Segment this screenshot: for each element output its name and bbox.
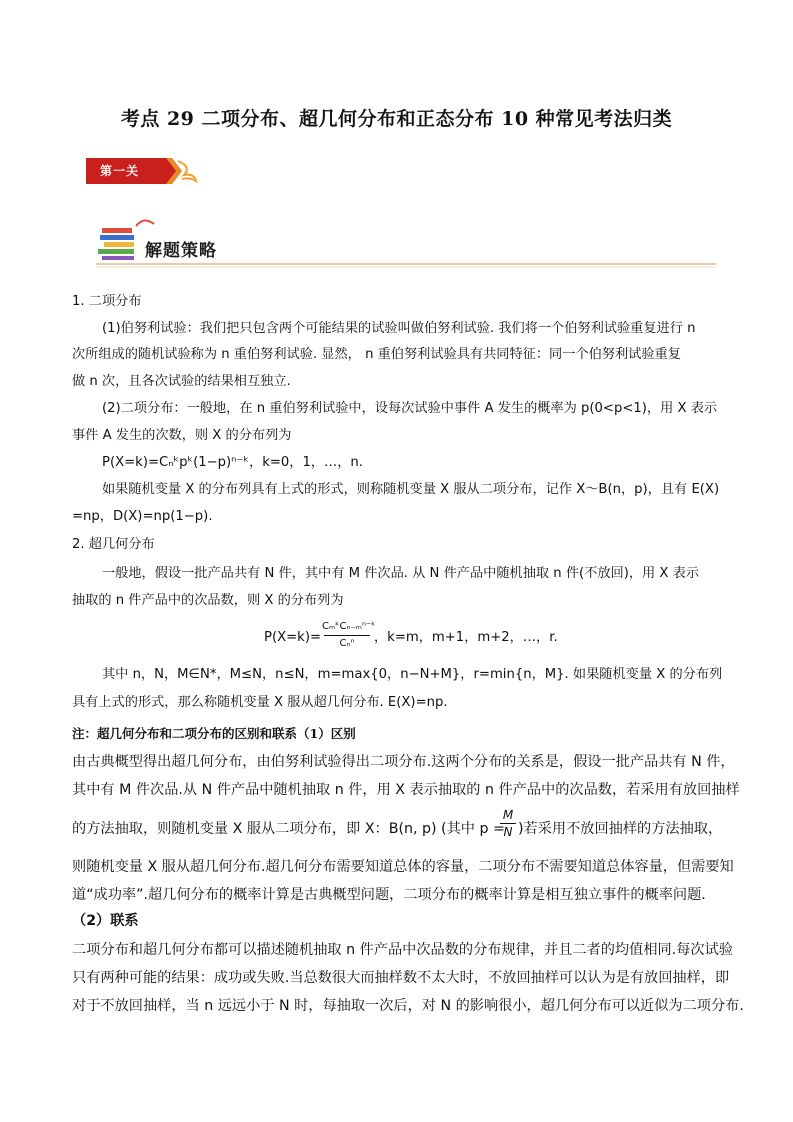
paragraph-line: 事件 A 发生的次数，则 X 的分布列为	[72, 428, 292, 443]
fraction-numerator: CₘᵏCₙ₋ₘⁿ⁻ᵏ	[322, 621, 376, 632]
paragraph-line: )若采用不放回抽样的方法抽取，	[518, 821, 723, 837]
paragraph-line: =np，D(X)=np(1−p).	[72, 509, 213, 524]
section-heading-hypergeometric: 2. 超几何分布	[72, 537, 155, 552]
fraction-numerator: M	[502, 808, 514, 822]
paragraph-line: 其中 n，N，M∈N*，M≤N，n≤N，m=max{0，n−N+M}，r=min{n，M}. 如果随机变量 X 的分布列	[102, 667, 723, 682]
page-title: 考点 29 二项分布、超几何分布和正态分布 10 种常见考法归类	[120, 108, 673, 130]
paragraph-line: 其中有 M 件次品.从 N 件产品中随机抽取 n 件，用 X 表示抽取的 n 件产品中的次品数，若采用有放回抽样	[72, 782, 740, 798]
paragraph-line: 由古典概型得出超几何分布，由伯努利试验得出二项分布.这两个分布的关系是，假设一批产品共有 N 件，	[72, 754, 735, 770]
paragraph-line: (2)二项分布：一般地，在 n 重伯努利试验中，设每次试验中事件 A 发生的概率为 p(0<p<1)，用 X 表示	[102, 401, 718, 416]
paragraph-line: 具有上式的形式，那么称随机变量 X 服从超几何分布. E(X)=np.	[72, 695, 448, 710]
fraction-denominator: Cₙⁿ	[339, 638, 355, 649]
formula-hypergeometric-lhs: P(X=k)=	[264, 630, 322, 645]
paragraph-line: 道“成功率”.超几何分布的概率计算是古典概型问题，二项分布的概率计算是相互独立事件的概率问题.	[72, 887, 706, 903]
subheading-relation: （2）联系	[72, 913, 139, 929]
formula-binomial: P(X=k)=Cₙᵏpᵏ(1−p)ⁿ⁻ᵏ，k=0，1，…，n.	[102, 455, 363, 470]
paragraph-line: 次所组成的随机试验称为 n 重伯努利试验. 显然， n 重伯努利试验具有共同特征：同一个伯努利试验重复	[72, 347, 681, 362]
paragraph-line: 只有两种可能的结果：成功或失败.当总数很大而抽样数不太大时，不放回抽样可以认为是有放回抽样，即	[72, 970, 730, 986]
fraction-denominator: N	[503, 825, 513, 839]
strategy-banner-label: 解题策略	[145, 241, 217, 261]
paragraph-line: 抽取的 n 件产品中的次品数，则 X 的分布列为	[72, 593, 344, 608]
paragraph-line: 的方法抽取，则随机变量 X 服从二项分布，即 X：B(n, p) (其中 p =	[72, 821, 505, 837]
section-heading-binomial: 1. 二项分布	[72, 294, 142, 309]
paragraph-line: 一般地，假设一批产品共有 N 件，其中有 M 件次品. 从 N 件产品中随机抽取 n 件(不放回)，用 X 表示	[102, 566, 700, 581]
paragraph-line: 二项分布和超几何分布都可以描述随机抽取 n 件产品中次品数的分布规律，并且二者的均值相同.每次试验	[72, 942, 733, 958]
paragraph-line: 对于不放回抽样，当 n 远远小于 N 时，每抽取一次后，对 N 的影响很小，超几何分布可以近似为二项分布.	[72, 998, 744, 1014]
formula-hypergeometric-rhs: ，k=m，m+1，m+2，…，r.	[374, 630, 558, 645]
fraction-bar	[324, 635, 370, 636]
paragraph-line: 做 n 次，且各次试验的结果相互独立.	[72, 374, 291, 389]
paragraph-line: (1)伯努利试验：我们把只包含两个可能结果的试验叫做伯努利试验. 我们将一个伯努利试验重复进行 n	[102, 321, 696, 336]
formula-fraction-mn	[500, 807, 516, 840]
note-heading: 注：超几何分布和二项分布的区别和联系（1）区别	[72, 726, 356, 741]
paragraph-line: 如果随机变量 X 的分布列具有上式的形式，则称随机变量 X 服从二项分布，记作 X～B(n，p)，且有 E(X)	[102, 482, 720, 497]
formula-fraction	[322, 620, 376, 651]
paragraph-line: 则随机变量 X 服从超几何分布.超几何分布需要知道总体的容量，二项分布不需要知道总体容量，但需要知	[72, 859, 734, 875]
level-banner-label: 第一关	[100, 164, 140, 178]
